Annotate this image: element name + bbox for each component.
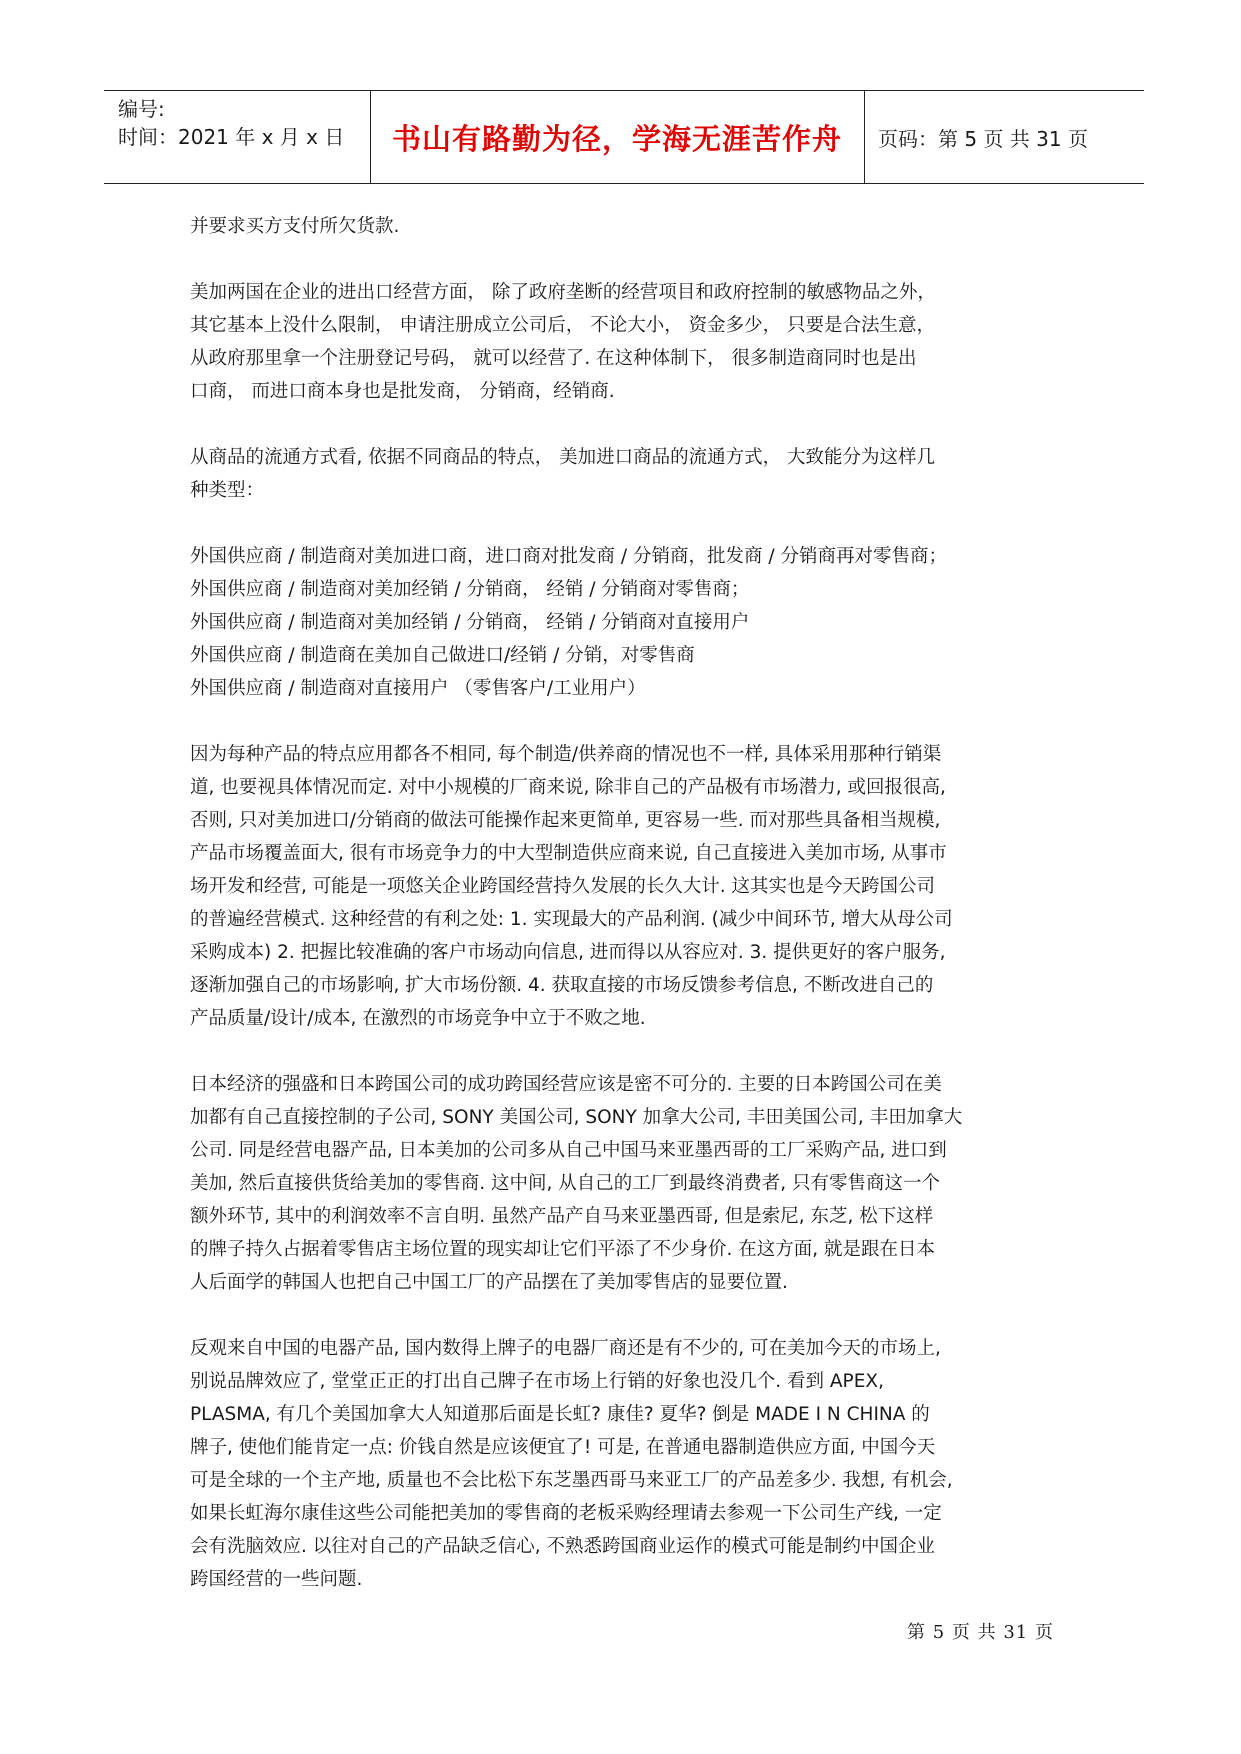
text-line: 产品质量/设计/成本, 在激烈的市场竞争中立于不败之地. <box>190 1008 646 1029</box>
paragraph <box>190 738 1080 1035</box>
text-line: PLASMA, 有几个美国加拿大人知道那后面是长虹? 康佳? 夏华? 倒是 MADE I N CHINA 的 <box>190 1404 930 1425</box>
text-line: 美加, 然后直接供货给美加的零售商. 这中间, 从自己的工厂到最终消费者, 只有零售商这一个 <box>190 1173 941 1194</box>
text-line: 日本经济的强盛和日本跨国公司的成功跨国经营应该是密不可分的. 主要的日本跨国公司在美 <box>190 1074 942 1095</box>
text-line: 外国供应商 / 制造商对美加经销 / 分销商， 经销 / 分销商对直接用户 <box>190 612 750 633</box>
paragraph-list <box>190 540 1080 705</box>
text-line: 产品市场覆盖面大, 很有市场竞争力的中大型制造供应商来说, 自己直接进入美加市场, 从事市 <box>190 843 947 864</box>
text-line: 美加两国在企业的进出口经营方面， 除了政府垄断的经营项目和政府控制的敏感物品之外， <box>190 282 936 303</box>
page-header <box>104 90 1144 184</box>
text-line: 因为每种产品的特点应用都各不相同, 每个制造/供养商的情况也不一样, 具体采用那种行销渠 <box>190 744 942 765</box>
text-line: 外国供应商 / 制造商在美加自己做进口/经销 / 分销，对零售商 <box>190 645 695 666</box>
header-motto-cell <box>370 91 865 183</box>
text-line: 会有洗脑效应. 以往对自己的产品缺乏信心, 不熟悉跨国商业运作的模式可能是制约中国企业 <box>190 1536 936 1557</box>
paragraph <box>190 1332 1080 1596</box>
text-line: 反观来自中国的电器产品, 国内数得上牌子的电器厂商还是有不少的, 可在美加今天的市场上, <box>190 1338 941 1359</box>
text-line: 额外环节, 其中的利润效率不言自明. 虽然产品产自马来亚墨西哥, 但是索尼, 东芝, 松下这样 <box>190 1206 934 1227</box>
text-line: 别说品牌效应了, 堂堂正正的打出自己牌子在市场上行销的好象也没几个. 看到 APEX, <box>190 1371 884 1392</box>
text-line: 从商品的流通方式看, 依据不同商品的特点， 美加进口商品的流通方式， 大致能分为这样几 <box>190 447 936 468</box>
text-line: 从政府那里拿一个注册登记号码， 就可以经营了. 在这种体制下， 很多制造商同时也是出 <box>190 348 917 369</box>
text-line: 外国供应商 / 制造商对美加进口商，进口商对批发商 / 分销商，批发商 / 分销商再对零售商； <box>190 546 947 567</box>
document-time-label: 时间：2021 年 x 月 x 日 <box>118 125 345 149</box>
text-line: 外国供应商 / 制造商对美加经销 / 分销商， 经销 / 分销商对零售商； <box>190 579 750 600</box>
text-line: 道, 也要视具体情况而定. 对中小规模的厂商来说, 除非自己的产品极有市场潜力, 或回报很高, <box>190 777 946 798</box>
text-line: 的牌子持久占据着零售店主场位置的现实却让它们平添了不少身价. 在这方面, 就是跟在日本 <box>190 1239 936 1260</box>
text-line: 公司. 同是经营电器产品, 日本美加的公司多从自己中国马来亚墨西哥的工厂采购产品, 进口到 <box>190 1140 947 1161</box>
text-line: 如果长虹海尔康佳这些公司能把美加的零售商的老板采购经理请去参观一下公司生产线, 一定 <box>190 1503 942 1524</box>
text-line: 可是全球的一个主产地, 质量也不会比松下东芝墨西哥马来亚工厂的产品差多少. 我想, 有机会, <box>190 1470 953 1491</box>
text-line: 否则, 只对美加进口/分销商的做法可能操作起来更简单, 更容易一些. 而对那些具备相当规模, <box>190 810 941 831</box>
text-line: 场开发和经营, 可能是一项悠关企业跨国经营持久发展的长久大计. 这其实也是今天跨国公司 <box>190 876 936 897</box>
motto-text: 书山有路勤为径，学海无涯苦作舟 <box>391 121 842 156</box>
text-line: 种类型： <box>190 480 265 501</box>
text-line: 并要求买方支付所欠货款. <box>190 216 400 237</box>
paragraph <box>190 276 1080 408</box>
text-line: 人后面学的韩国人也把自己中国工厂的产品摆在了美加零售店的显要位置. <box>190 1272 788 1293</box>
paragraph <box>190 441 1080 507</box>
text-line: 牌子, 使他们能肯定一点: 价钱自然是应该便宜了! 可是, 在普通电器制造供应方面, 中国今天 <box>190 1437 936 1458</box>
text-line: 口商， 而进口商本身也是批发商， 分销商，经销商. <box>190 381 615 402</box>
document-body <box>190 210 1080 1596</box>
text-line: 加都有自己直接控制的子公司, SONY 美国公司, SONY 加拿大公司, 丰田美国公司, 丰田加拿大 <box>190 1107 963 1128</box>
text-line: 其它基本上没什么限制， 申请注册成立公司后， 不论大小， 资金多少， 只要是合法生意， <box>190 315 936 336</box>
text-line: 采购成本) 2. 把握比较准确的客户市场动向信息, 进而得以从容应对. 3. 提供更好的客户服务, <box>190 942 946 963</box>
paragraph <box>190 210 1080 243</box>
header-page-code: 页码：第 5 页 共 31 页 <box>878 126 1088 151</box>
text-line: 的普遍经营模式. 这种经营的有利之处: 1. 实现最大的产品利润. (减少中间环节, 增大从母公司 <box>190 909 953 930</box>
text-line: 逐渐加强自己的市场影响, 扩大市场份额. 4. 获取直接的市场反馈参考信息, 不断改进自己的 <box>190 975 934 996</box>
paragraph <box>190 1068 1080 1299</box>
header-page-cell <box>864 91 1144 183</box>
page-footer: 第 5 页 共 31 页 <box>907 1622 1054 1643</box>
text-line: 外国供应商 / 制造商对直接用户 （零售客户/工业用户） <box>190 678 646 699</box>
header-info-cell <box>104 91 371 183</box>
document-number-label: 编号: <box>118 97 165 121</box>
text-line: 跨国经营的一些问题. <box>190 1569 363 1590</box>
